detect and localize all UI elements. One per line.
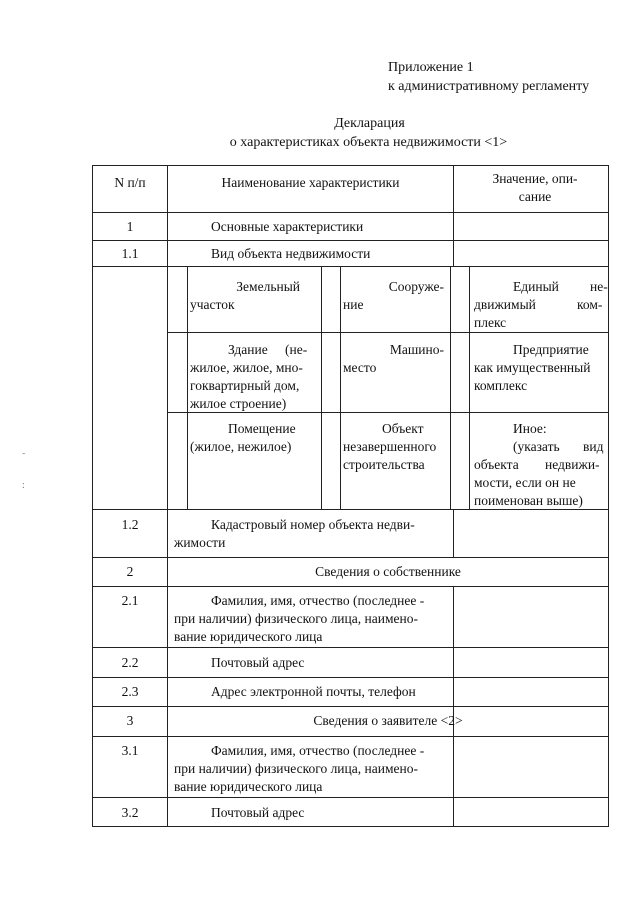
type-structure: Сооруже- <box>388 279 444 294</box>
section-label: Сведения о заявителе <2> <box>313 713 463 728</box>
row-label: Кадастровый номер объекта недви- <box>211 517 415 532</box>
row-num: 3.2 <box>121 805 139 820</box>
row-border <box>167 332 609 333</box>
row-border <box>92 266 609 267</box>
type-land-line-2: участок <box>190 297 235 312</box>
row-num: 2.3 <box>121 684 139 699</box>
appendix-line-2: к административному регламенту <box>388 79 590 94</box>
type-building-part: жилое строение) <box>190 396 287 411</box>
subgrid-divider <box>187 266 188 509</box>
row-label-cont: при наличии) физического лица, наимено- <box>174 611 418 626</box>
row-border <box>92 826 609 827</box>
type-land: Земельный <box>236 279 300 294</box>
type-parking: Машино- <box>389 342 444 357</box>
table-border-right <box>608 165 609 827</box>
row-num: 2 <box>126 564 134 579</box>
type-complex-part: плекс <box>474 315 507 330</box>
row-border <box>92 736 609 737</box>
column-divider <box>453 509 454 557</box>
type-enterprise-part: как имущественный <box>474 360 591 375</box>
row-label-cont: вание юридического лица <box>174 779 323 794</box>
row-label-cont: вание юридического лица <box>174 629 323 644</box>
title-line-1: Декларация <box>334 116 405 131</box>
type-complex-part: движимый <box>474 297 536 312</box>
document-title <box>0 114 639 152</box>
row-label: Основные характеристики <box>211 219 364 234</box>
type-room-line-2: (жилое, нежилое) <box>190 439 292 454</box>
type-room: Помещение <box>228 421 296 436</box>
type-complex-part: ком- <box>577 297 603 312</box>
row-border <box>92 165 609 166</box>
type-other-part: (указать <box>513 439 560 454</box>
appendix-note <box>388 58 589 96</box>
row-label: Фамилия, имя, отчество (последнее - <box>211 593 425 608</box>
type-complex-part: не- <box>590 279 608 294</box>
type-building-part: жилое, жилое, мно- <box>190 360 303 375</box>
row-border <box>92 240 609 241</box>
type-other-part: недвижи- <box>545 457 600 472</box>
row-num: 1 <box>126 219 134 234</box>
row-label: Адрес электронной почты, телефон <box>211 684 416 699</box>
row-border <box>92 677 609 678</box>
type-enterprise: Предприятие <box>513 342 589 357</box>
header-name: Наименование характеристики <box>221 175 400 190</box>
subgrid-divider <box>450 266 451 509</box>
type-parking-line-2: место <box>343 360 377 375</box>
row-label: Почтовый адрес <box>211 805 305 820</box>
row-num: 1.1 <box>121 246 139 261</box>
row-num: 3.1 <box>121 743 139 758</box>
header-value-line-2: сание <box>518 189 552 204</box>
type-unfinished: Объект <box>382 421 424 436</box>
type-building-part: гоквартирный дом, <box>190 378 300 393</box>
type-other-part: мости, если он не <box>474 475 576 490</box>
row-border <box>92 647 609 648</box>
margin-mark: : <box>22 480 25 491</box>
section-label: Сведения о собственнике <box>315 564 461 579</box>
subgrid-divider <box>469 266 470 509</box>
row-label: Вид объекта недвижимости <box>211 246 371 261</box>
row-num: 1.2 <box>121 517 139 532</box>
type-building-part: (не- <box>285 342 308 357</box>
type-other-part: вид <box>583 439 604 454</box>
row-border <box>92 706 609 707</box>
type-unfinished-part: незавершенного <box>343 439 437 454</box>
type-structure-line-2: ние <box>343 297 364 312</box>
subgrid-divider <box>321 266 322 509</box>
row-label: Почтовый адрес <box>211 655 305 670</box>
type-unfinished-part: строительства <box>343 457 425 472</box>
row-num: 2.1 <box>121 593 139 608</box>
column-divider <box>453 165 454 266</box>
type-other-part: поименован выше) <box>474 493 583 508</box>
row-label-cont: жимости <box>174 535 226 550</box>
type-enterprise-part: комплекс <box>474 378 528 393</box>
title-line-2: о характеристиках объекта недвижимости <1> <box>229 135 508 150</box>
margin-mark: ˜ <box>22 452 26 463</box>
type-building: Здание <box>228 342 268 357</box>
type-other: Иное: <box>513 421 547 436</box>
row-border <box>92 797 609 798</box>
row-label: Фамилия, имя, отчество (последнее - <box>211 743 425 758</box>
appendix-line-1: Приложение 1 <box>388 60 474 75</box>
row-num: 3 <box>126 713 134 728</box>
row-num: 2.2 <box>121 655 139 670</box>
row-border <box>92 586 609 587</box>
subgrid-divider <box>340 266 341 509</box>
row-border <box>92 557 609 558</box>
row-label-cont: при наличии) физического лица, наимено- <box>174 761 418 776</box>
header-value-line-1: Значение, опи- <box>492 171 578 186</box>
type-complex: Единый <box>513 279 559 294</box>
type-other-part: объекта <box>474 457 519 472</box>
header-num: N п/п <box>114 175 146 190</box>
row-border <box>92 212 609 213</box>
